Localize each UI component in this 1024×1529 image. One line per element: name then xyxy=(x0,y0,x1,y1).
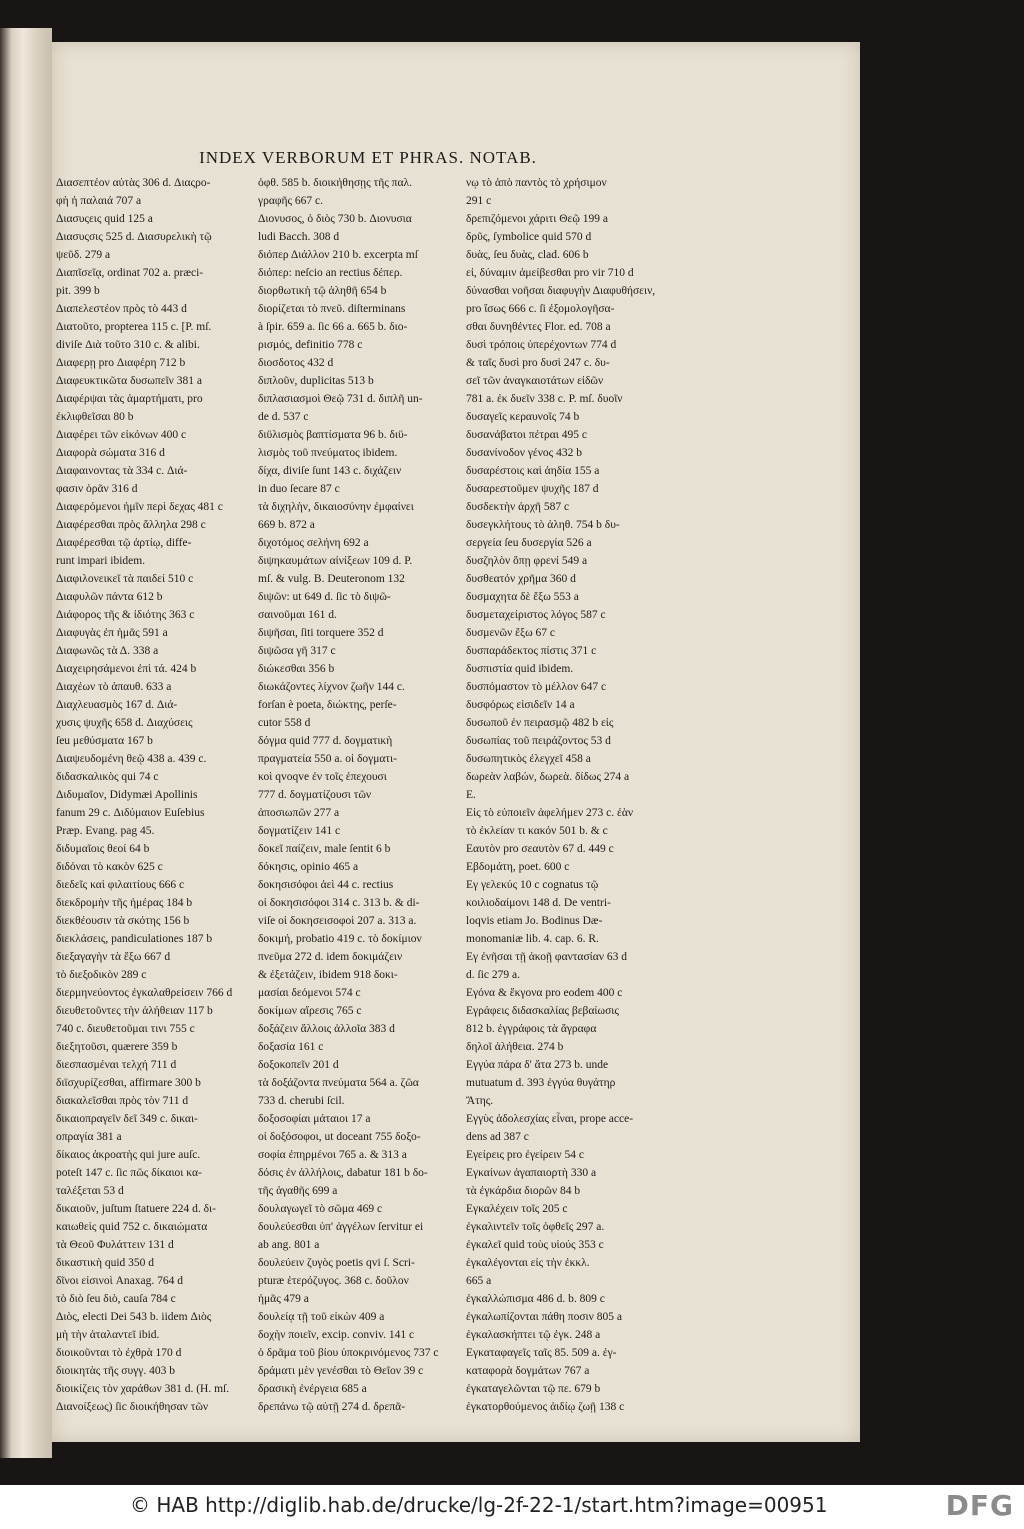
index-column-1 xyxy=(56,174,252,1416)
index-entry: δοκεῖ παίζειν, male ſentit 6 b xyxy=(258,843,391,855)
index-entry: δοξοσοφίαι μάταιοι 17 a xyxy=(258,1113,371,1125)
index-entry: διεξητοῦσι, quærere 359 b xyxy=(56,1041,178,1053)
index-entry: δυσπόμαστον τὸ μέλλον 647 c xyxy=(466,681,607,693)
index-entry: Διαφυλῶν πάντα 612 b xyxy=(56,591,163,603)
index-entry: ἐγκαταγελῶνται τῷ πε. 679 b xyxy=(466,1383,601,1395)
index-entry: 665 a xyxy=(466,1275,492,1287)
index-entry: οπραγία 381 a xyxy=(56,1131,122,1143)
index-entry: διψῆσαι, ſiti torquere 352 d xyxy=(258,627,384,639)
index-entry: Εγκαίνων ἀγαπαιορτὴ 330 a xyxy=(466,1167,597,1179)
index-entry: διορίζεται τὸ πνεῦ. diſterminans xyxy=(258,303,406,315)
index-entry: δοκίμων αἵρεσις 765 c xyxy=(258,1005,362,1017)
index-entry: δυὰς, ſeu δυὰς, clad. 606 b xyxy=(466,249,589,261)
index-entry: Εγγὺς ἀδολεσχίας εἶναι, prope acce- xyxy=(466,1113,634,1125)
index-entry: ἐγκαλέγονται εἰς τὴν ἐκκλ. xyxy=(466,1257,590,1269)
index-entry: Εγράφεις διδασκαλίας βεβαίωσις xyxy=(466,1005,619,1017)
index-entry: εἰ, δύναμιν ἀμείβεσθαι pro vir 710 d xyxy=(466,267,634,279)
index-entry: Εγόνα & ἔκγονα pro eodem 400 c xyxy=(466,987,623,999)
index-entry: δοξοκοπεῖν 201 d xyxy=(258,1059,339,1071)
index-entry: κοιλιοδαίμονι 148 d. De ventri- xyxy=(466,897,611,909)
index-entry: Διαχειρησάμενοι ἐπὶ τά. 424 b xyxy=(56,663,197,675)
index-entry: δυσωπίας τοῦ πειράζοντος 53 d xyxy=(466,735,611,747)
index-entry: Εγκαταφαγεῖς ταῖς 85. 509 a. ἐγ- xyxy=(466,1347,617,1359)
index-entry: Διαφέρεσθαι τῷ ἀρτίῳ, diffe- xyxy=(56,537,192,549)
index-entry: δόκησις, opinio 465 a xyxy=(258,861,359,873)
index-entry: Εγκαλέχειν τοῖς 205 c xyxy=(466,1203,568,1215)
index-entry: τὰ δοξάζοντα πνεύματα 564 a. ζῶα xyxy=(258,1077,419,1089)
index-entry: ἐγκατορθούμενος ἀιδίῳ ζωῇ 138 c xyxy=(466,1401,625,1413)
index-entry: φασιν ὁρᾶν 316 d xyxy=(56,483,138,495)
index-entry: σεργεία ſeu δυσεργία 526 a xyxy=(466,537,592,549)
index-entry: δουλείᾳ τῇ τοῦ εἰκὼν 409 a xyxy=(258,1311,385,1323)
index-entry: διεδεῖς καὶ φιλαιτίους 666 c xyxy=(56,879,185,891)
index-entry: διόπερ: neſcio an rectius δέπερ. xyxy=(258,267,403,279)
index-entry: Εγγύα πάρα δ' ἄτα 273 b. unde xyxy=(466,1059,609,1071)
index-entry: δυσδεκτὴν ἀρχῆ 587 c xyxy=(466,501,570,513)
index-entry: viſe οἱ δοκησεισοφοὶ 207 a. 313 a. xyxy=(258,915,417,927)
index-entry: σεῖ τῶν ἀναγκαιοτάτων εἰδῶν xyxy=(466,375,604,387)
index-entry: διψηκαυμάτων αἰνίξεων 109 d. P. xyxy=(258,555,413,567)
index-entry: πνεῦμα 272 d. idem δοκιμάζειν xyxy=(258,951,403,963)
index-entry: νῳ τὸ ἀπὸ παντὸς τὸ χρήσιμον xyxy=(466,177,607,189)
index-entry: mſ. & vulg. B. Deuteronom 132 xyxy=(258,573,405,585)
index-entry: τὰ Θεοῦ Φυλάττειν 131 d xyxy=(56,1239,174,1251)
index-entry: τὸ διεξοδικὸν 289 c xyxy=(56,969,147,981)
index-entry: à ſpir. 659 a. ſic 66 a. 665 b. διο- xyxy=(258,321,408,333)
index-entry: κοὶ qvoqve ἐν τοῖς ἐπεχουσι xyxy=(258,771,387,783)
index-entry: 812 b. ἐγγράφοις τὰ ἄγραφα xyxy=(466,1023,597,1035)
index-entry: Εαυτὸν pro σεαυτὸν 67 d. 449 c xyxy=(466,843,614,855)
index-entry: Εἰς τὸ εὐποιεῖν ἀφελήμεν 273 c. ἐὰν xyxy=(466,807,634,819)
page-edge-left xyxy=(0,28,52,1458)
index-entry: ἐγκαλεῖ quid τοὺς υἱούς 353 c xyxy=(466,1239,604,1251)
index-entry: ὀφθ. 585 b. διοικήθησῃς τῆς παλ. xyxy=(258,177,412,189)
index-entry: in duo ſecare 87 c xyxy=(258,483,340,495)
index-entry: Εγ ἐνῆσαι τῇ ἀκοῇ φαντασίαν 63 d xyxy=(466,951,627,963)
index-entry: διϋλισμὸς βαπτίσματα 96 b. διϋ- xyxy=(258,429,408,441)
index-entry: ἀποσιωπῶν 277 a xyxy=(258,807,340,819)
index-entry: Ἄτης. xyxy=(466,1095,494,1107)
index-entry: οἱ δοκησισόφοι 314 c. 313 b. & di- xyxy=(258,897,420,909)
index-entry: διεκδρομὴν τῆς ἡμέρας 184 b xyxy=(56,897,193,909)
index-entry: ſeu μεθύσματα 167 b xyxy=(56,735,153,747)
index-entry: δογματίζειν 141 c xyxy=(258,825,341,837)
index-entry: διοικίζεις τὸν χαράθων 381 d. (H. mſ. xyxy=(56,1383,230,1395)
index-entry: ψεῦδ. 279 a xyxy=(56,249,111,261)
index-entry: δρεπάνω τῷ αὐτῇ 274 d. δρεπᾶ- xyxy=(258,1401,406,1413)
index-entry: Διασεπτέον αὐτὰς 306 d. Διαςρο- xyxy=(56,177,211,189)
index-entry: δυσμεταχείριστος λόγος 587 c xyxy=(466,609,606,621)
index-entry: δυσζηλὸν ὅπῃ φρενί 549 a xyxy=(466,555,588,567)
index-entry: ταλέξεται 53 d xyxy=(56,1185,124,1197)
index-entry: γραφῆς 667 c. xyxy=(258,195,324,207)
index-entry: Εγ γελεκύς 10 c cognatus τῷ xyxy=(466,879,599,891)
index-entry: δυσανίνοδον γένος 432 b xyxy=(466,447,582,459)
index-entry: δωρεὰν λαβών, δωρεὰ. δίδως 274 a xyxy=(466,771,630,783)
index-entry: ἡμᾶς 479 a xyxy=(258,1293,309,1305)
index-entry: Διαπῖσεῖᾳ, ordinat 702 a. præci- xyxy=(56,267,204,279)
index-entry: Διαχλευασμὸς 167 d. Διά- xyxy=(56,699,178,711)
index-entry: καιωθεὶς quid 752 c. δικαιώματα xyxy=(56,1221,208,1233)
index-entry: δυσαρεστοῦμεν ψυχῆς 187 d xyxy=(466,483,599,495)
index-entry: δρασικὴ ἐνέργεια 685 a xyxy=(258,1383,367,1395)
index-entry: δόσις ἐν ἀλλήλοις, dabatur 181 b δο- xyxy=(258,1167,428,1179)
index-entry: ἐγκαλιντεῖν τοῖς ὀφθεῖς 297 a. xyxy=(466,1221,605,1233)
index-entry: σθαι δυνηθέντες Flor. ed. 708 a xyxy=(466,321,611,333)
index-entry: Διατοῦτο, propterea 115 c. [P. mſ. xyxy=(56,321,212,333)
index-entry: διψῶν: ut 649 d. ſic τὸ διψῶ- xyxy=(258,591,391,603)
index-entry: Διάφορος τῆς & ἰδιότης 363 c xyxy=(56,609,195,621)
index-entry: forſan è poeta, διώκτης, perſe- xyxy=(258,699,397,711)
index-entry: λισμὸς τοῦ πνεύματος ibidem. xyxy=(258,447,398,459)
index-entry: διεκλάσεις, pandiculationes 187 b xyxy=(56,933,213,945)
index-entry: δηλοῖ ἀλήθεια. 274 b xyxy=(466,1041,564,1053)
index-entry: Διαφέρεσθαι πρὸς ἄλληλα 298 c xyxy=(56,519,206,531)
index-entry: 733 d. cherubi ſcil. xyxy=(258,1095,345,1107)
index-entry: fanum 29 c. Διδύμαιον Euſebius xyxy=(56,807,205,819)
index-entry: ἐγκαλωπίζονται πάθη ποσιν 805 a xyxy=(466,1311,622,1323)
index-entry: ludi Bacch. 308 d xyxy=(258,231,340,243)
index-entry: τὸ διὸ ſeu διὸ, cauſa 784 c xyxy=(56,1293,176,1305)
index-entry: ἐγκαλλώπισμα 486 d. b. 809 c xyxy=(466,1293,605,1305)
index-entry: διοσδοτος 432 d xyxy=(258,357,334,369)
index-entry: σαινοῦμαι 161 d. xyxy=(258,609,337,621)
index-entry: δυσωποῦ ἐν πειρασμῷ 482 b εἰς xyxy=(466,717,614,729)
index-entry: pturæ ἑτερόζυγος. 368 c. δοῦλον xyxy=(258,1275,409,1287)
index-entry: δοκιμή, probatio 419 c. τὸ δοκίμιον xyxy=(258,933,422,945)
index-entry: E. xyxy=(466,789,476,801)
index-entry: τὰ διχηλὴν, δικαιοσύνην ἐμφαίνει xyxy=(258,501,414,513)
index-entry: d. ſic 279 a. xyxy=(466,969,520,981)
index-entry: Διαφέρψαι τὰς ἁμαρτήματι, pro xyxy=(56,393,203,405)
index-entry: δράματι μὲν γενέσθαι τὸ Θεῖον 39 c xyxy=(258,1365,424,1377)
index-entry: τὰ ἐγκάρδια διορῶν 84 b xyxy=(466,1185,581,1197)
index-entry: δῖνοι εἰσινοὶ Anaxag. 764 d xyxy=(56,1275,183,1287)
index-entry: de d. 537 c xyxy=(258,411,309,423)
index-entry: & ἐξετάζειν, ibidem 918 δοκι- xyxy=(258,969,398,981)
index-entry: δυσαρέστοις καὶ ἀηδία 155 a xyxy=(466,465,600,477)
index-entry: Διασυςεις quid 125 a xyxy=(56,213,153,225)
index-entry: πραγματεία 550 a. οἱ δογματι- xyxy=(258,753,397,765)
index-entry: διακαλεῖσθαι πρὸς τὸν 711 d xyxy=(56,1095,189,1107)
index-entry: διωκάζοντες λίχνον ζωῆν 144 c. xyxy=(258,681,405,693)
index-entry: ἐγκαλασκήπτει τῷ ἐγκ. 248 a xyxy=(466,1329,601,1341)
index-entry: χυσις ψυχῆς 658 d. Διαχύσεις xyxy=(56,717,193,729)
index-entry: δυσμαχητα δὲ ἔξω 553 a xyxy=(466,591,579,603)
index-entry: διεσπασμέναι τελχή 711 d xyxy=(56,1059,177,1071)
index-entry: Διδυμαῖον, Didymæi Apollinis xyxy=(56,789,198,801)
index-entry: διδόναι τὸ κακὸν 625 c xyxy=(56,861,163,873)
index-entry: Εβδομάτη, poet. 600 c xyxy=(466,861,570,873)
index-entry: poteſt 147 c. ſic πῶς δίκαιοι κα- xyxy=(56,1167,202,1179)
index-entry: Εγείρεις pro ἐγείρειν 54 c xyxy=(466,1149,584,1161)
index-entry: οἱ δοξόσοφοι, ut doceant 755 δοξο- xyxy=(258,1131,421,1143)
index-entry: Διαψευδομένη θεῷ 438 a. 439 c. xyxy=(56,753,207,765)
index-entry: δικαιοπραγεῖν δεῖ 349 c. δικαι- xyxy=(56,1113,198,1125)
index-entry: loqvis etiam Jo. Bodinus Dæ- xyxy=(466,915,603,927)
index-entry: δυσπαράδεκτος πίστις 371 c xyxy=(466,645,597,657)
index-entry: monomaniæ lib. 4. cap. 6. R. xyxy=(466,933,599,945)
index-entry: δρεπιζόμενοι χάριτι Θεῷ 199 a xyxy=(466,213,609,225)
page-header: INDEX VERBORUM ET PHRAS. NOTAB. xyxy=(199,148,537,167)
index-entry: δυσπιστία quid ibidem. xyxy=(466,663,574,675)
index-entry: διευθετοῦντες τὴν ἀλήθειαν 117 b xyxy=(56,1005,213,1017)
index-entry: δοξάζειν ἄλλοις ἀλλοῖα 383 d xyxy=(258,1023,395,1035)
index-entry: καταφορὰ δογμάτων 767 a xyxy=(466,1365,590,1377)
index-entry: δίκαιος ἀκροατὴς qui jure auſc. xyxy=(56,1149,201,1161)
index-entry: pro ἴσως 666 c. ſi ἐξομολογῆσα- xyxy=(466,303,615,315)
index-entry: μὴ τὴν ἀταλαντεῖ ibid. xyxy=(56,1329,160,1341)
index-entry: 669 b. 872 a xyxy=(258,519,315,531)
index-entry: δικαιοῦν, juſtum ſtatuere 224 d. δι- xyxy=(56,1203,216,1215)
index-entry: δοξασία 161 c xyxy=(258,1041,324,1053)
index-entry: Διαπελεστέον πρὸς τὸ 443 d xyxy=(56,303,187,315)
index-entry: cutor 558 d xyxy=(258,717,311,729)
index-entry: διεκθέουσιν τὰ σκότης 156 b xyxy=(56,915,190,927)
index-entry: ἐκλιφθεῖσαι 80 b xyxy=(56,411,134,423)
footer-bar xyxy=(0,1485,1024,1529)
index-entry: Διαφερόμενοι ἡμῖν περὶ δεχας 481 c xyxy=(56,501,223,513)
index-entry: mutuatum d. 393 ἐγγύα θυγάτηρ xyxy=(466,1077,616,1089)
index-entry: μασίαι δεόμενοι 574 c xyxy=(258,987,361,999)
index-entry: 777 d. δογματίζουσι τῶν xyxy=(258,789,372,801)
index-entry: δυσωπητικὸς ἐλεγχεῖ 458 a xyxy=(466,753,591,765)
index-entry: δουλαγωγεῖ τὸ σῶμα 469 c xyxy=(258,1203,383,1215)
index-entry: Διαφορὰ σώματα 316 d xyxy=(56,447,165,459)
index-entry: δρῦς, ſymbolice quid 570 d xyxy=(466,231,592,243)
index-entry: δυσὶ τρόποις ὑπερέχοντων 774 d xyxy=(466,339,617,351)
index-entry: διοικητὰς τῆς συγγ. 403 b xyxy=(56,1365,175,1377)
index-entry: 740 c. διευθετοῦμαι τινι 755 c xyxy=(56,1023,195,1035)
index-entry: ρισμός, definitio 778 c xyxy=(258,339,363,351)
index-entry: δυσαγεῖς κεραυνοῖς 74 b xyxy=(466,411,580,423)
dfg-logo: DFG xyxy=(945,1489,1014,1522)
index-column-3 xyxy=(466,174,662,1416)
index-entry: δυσφόρως εἰσιδεῖν 14 a xyxy=(466,699,575,711)
index-entry: δυσμενῶν ἔξω 67 c xyxy=(466,627,556,639)
index-entry: Præp. Evang. pag 45. xyxy=(56,825,155,837)
index-entry: diviſe Διὰ τοῦτο 310 c. & alibi. xyxy=(56,339,200,351)
index-entry: Διαφέρει τῶν εἰκόνων 400 c xyxy=(56,429,187,441)
index-entry: ὁ δρᾶμα τοῦ βίου ὑποκρινόμενος 737 c xyxy=(258,1347,439,1359)
index-entry: Διαφυγὰς ἐπ ἡμᾶς 591 a xyxy=(56,627,168,639)
index-entry: τῆς ἀγαθῆς 699 a xyxy=(258,1185,338,1197)
index-entry: διοικοῦνται τὸ ἐχθρὰ 170 d xyxy=(56,1347,182,1359)
index-entry: σοφία ἐπηρμένοι 765 a. & 313 a xyxy=(258,1149,407,1161)
index-entry: pit. 399 b xyxy=(56,285,100,297)
index-entry: δυσεγκλήτους τὸ ἀληθ. 754 b δυ- xyxy=(466,519,620,531)
index-entry: δυσανάβατοι πέτραι 495 c xyxy=(466,429,587,441)
index-entry: δουλεύεσθαι ὑπ' ἀγγέλων ſervitur ei xyxy=(258,1221,424,1233)
index-entry: 781 a. ἐκ δυεῖν 338 c. P. mſ. δυοῖν xyxy=(466,393,623,405)
index-entry: δύνασθαι νοῆσαι διαφυγὴν Διαφυθήσειν, xyxy=(466,285,656,297)
index-entry: διόπερ Διάλλον 210 b. excerpta mſ xyxy=(258,249,418,261)
index-entry: διεξαγαγὴν τὰ ἔξω 667 d xyxy=(56,951,171,963)
index-entry: διδασκαλικὸς qui 74 c xyxy=(56,771,159,783)
index-entry: διψῶσα γῆ 317 c xyxy=(258,645,336,657)
index-entry: Διαφερῃ pro Διαφέρη 712 b xyxy=(56,357,186,369)
index-entry: Διασυςσις 525 d. Διασυρελικὴ τῷ xyxy=(56,231,212,243)
index-entry: διϊσχυρίζεσθαι, affirmare 300 b xyxy=(56,1077,201,1089)
index-entry: δόγμα quid 777 d. δογματικὴ xyxy=(258,735,393,747)
index-entry: διορθωτικὴ τῷ ἀληθῆ 654 b xyxy=(258,285,387,297)
index-entry: δικαστικὴ quid 350 d xyxy=(56,1257,155,1269)
index-entry: διπλασιασμοὶ Θεῷ 731 d. διπλῆ un- xyxy=(258,393,423,405)
index-entry: runt impari ibidem. xyxy=(56,555,146,567)
index-entry: τὸ ἐκλείαν τι κακόν 501 b. & c xyxy=(466,825,608,837)
index-entry: διδυμαῖοις θεοί 64 b xyxy=(56,843,150,855)
index-entry: & ταῖς δυσὶ pro δυσὶ 247 c. δυ- xyxy=(466,357,610,369)
index-entry: δοκησισόφοι ἀεὶ 44 c. rectius xyxy=(258,879,394,891)
index-entry: Διανοίξεως) ſic διοικήθησαν τῶν xyxy=(56,1401,209,1413)
index-entry: δυσθεατόν χρῆμα 360 d xyxy=(466,573,576,585)
index-entry: Διαφιλονεικεῖ τὰ παιδεί 510 c xyxy=(56,573,194,585)
index-entry: Διὸς, electi Dei 543 b. iidem Διὸς xyxy=(56,1311,212,1323)
index-entry: διερμηνεύοντος ἐγκαλαθρείσειν 766 d xyxy=(56,987,233,999)
index-entry: φὴ ἡ παλαιά 707 a xyxy=(56,195,142,207)
index-entry: Διαφευκτικῶτα δυσωπεῖν 381 a xyxy=(56,375,202,387)
index-entry: διχοτόμος σελήνη 692 a xyxy=(258,537,369,549)
index-entry: διώκεσθαι 356 b xyxy=(258,663,335,675)
index-entry: Διαφωνῶς τὰ Δ. 338 a xyxy=(56,645,159,657)
index-entry: 291 c xyxy=(466,195,492,207)
index-entry: δοχὴν ποιεῖν, excip. conviv. 141 c xyxy=(258,1329,415,1341)
index-entry: δουλεύειν ζυγὸς poetis qvi ſ. Scri- xyxy=(258,1257,415,1269)
index-entry: δίχα, diviſe ſunt 143 c. διχάζειν xyxy=(258,465,402,477)
source-credit: © HAB http://diglib.hab.de/drucke/lg-2f-22-1/start.htm?image=00951 xyxy=(130,1493,828,1517)
index-entry: ab ang. 801 a xyxy=(258,1239,320,1251)
index-entry: dens ad 387 c xyxy=(466,1131,529,1143)
index-entry: Διαχέων τὸ ἀπαυθ. 633 a xyxy=(56,681,172,693)
index-entry: Διονυσος, ὁ διὸς 730 b. Διονυσια xyxy=(258,213,412,225)
index-entry: Διαφαινοντας τὰ 334 c. Διά- xyxy=(56,465,188,477)
index-column-2 xyxy=(258,174,454,1416)
index-entry: διπλοῦν, duplicitas 513 b xyxy=(258,375,374,387)
